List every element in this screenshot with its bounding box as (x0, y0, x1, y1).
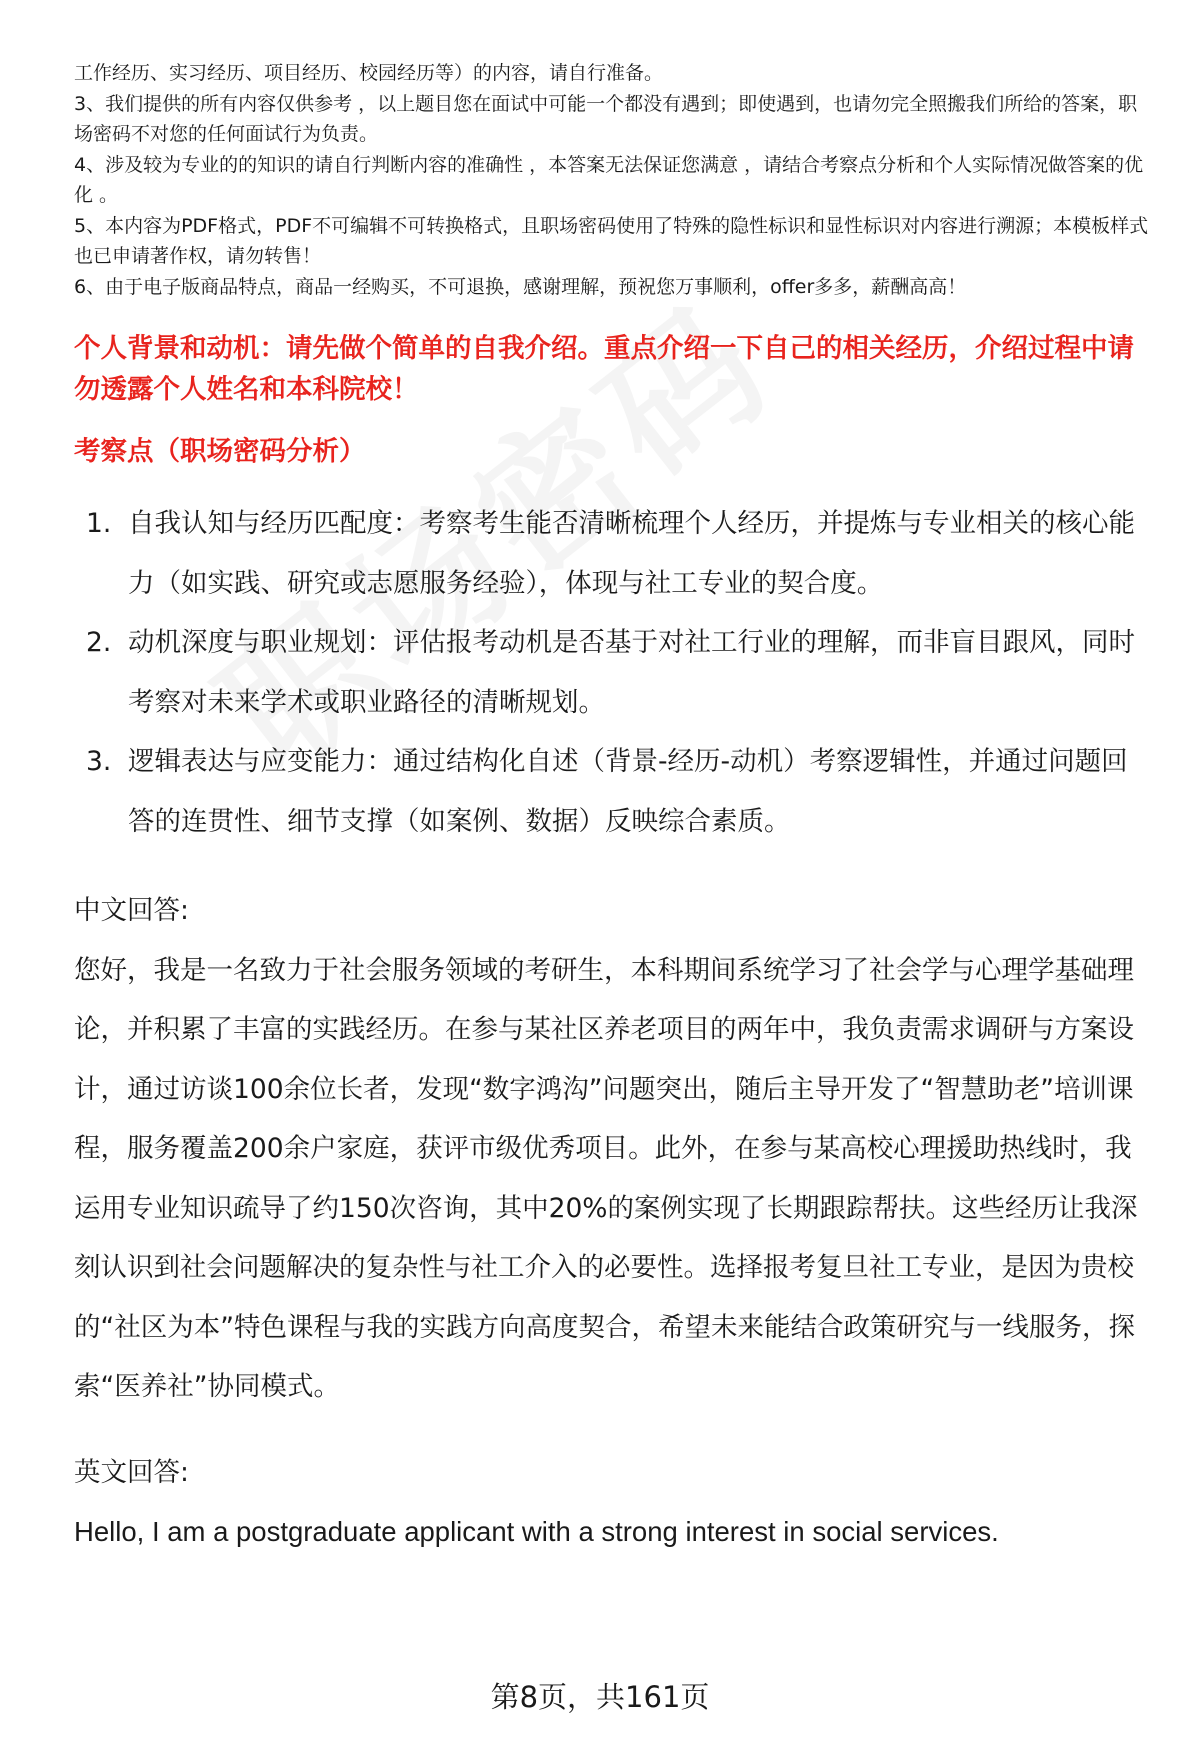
note-line: 3、我们提供的所有内容仅供参考 ，以上题目您在面试中可能一个都没有遇到；即使遇到，也请勿完全照搬我们所给的答案，职场密码不对您的任何面试行为负责。 (74, 92, 1138, 145)
chinese-answer-text: 您好，我是一名致力于社会服务领域的考研生，本科期间系统学习了社会学与心理学基础理论，并积累了丰富的实践经历。在参与某社区养老项目的两年中，我负责需求调研与方案设计，通过访谈100余位长者，发现“数字鸿沟”问题突出，随后主导开发了“智慧助老”培训课程，服务覆盖200余户家庭，获评市级优秀项目。此外，在参与某高校心理援助热线时，我运用专业知识疏导了约150次咨询，其中20%的案例实现了长期跟踪帮扶。这些经历让我深刻认识到社会问题解决的复杂性与社工介入的必要性。选择报考复旦社工专业，是因为贵校的“社区为本”特色课程与我的实践方向高度契合，希望未来能结合政策研究与一线服务，探索“医养社”协同模式。 (74, 954, 1138, 1402)
analysis-points (74, 494, 1154, 851)
point-text: 动机深度与职业规划：评估报考动机是否基于对社工行业的理解，而非盲目跟风，同时考察对未来学术或职业路径的清晰规划。 (128, 627, 1135, 718)
english-answer-text: Hello, I am a postgraduate applicant with a strong interest in social services. (74, 1516, 999, 1547)
english-answer-label: 英文回答: (74, 1456, 189, 1488)
question-title: 个人背景和动机：请先做个简单的自我介绍。重点介绍一下自己的相关经历，介绍过程中请勿透露个人姓名和本科院校！ (74, 333, 1134, 405)
page-number: 第8页，共161页 (490, 1680, 710, 1714)
point-number: 3. (86, 746, 112, 777)
document-page (74, 58, 1154, 1562)
chinese-answer-label: 中文回答: (74, 895, 189, 926)
point-text: 逻辑表达与应变能力：通过结构化自述（背景-经历-动机）考察逻辑性，并通过问题回答的连贯性、细节支撑（如案例、数据）反映综合素质。 (128, 746, 1128, 837)
analysis-point (74, 732, 1154, 851)
note-line: 5、本内容为PDF格式，PDF不可编辑不可转换格式，且职场密码使用了特殊的隐性标识和显性标识对内容进行溯源；本模板样式也已申请著作权，请勿转售！ (74, 214, 1149, 267)
point-number: 1. (86, 508, 112, 539)
analysis-point (74, 494, 1154, 613)
point-number: 2. (86, 627, 112, 658)
notes-section (74, 58, 1154, 302)
note-line: 4、涉及较为专业的的知识的请自行判断内容的准确性 ，本答案无法保证您满意 ，请结合考察点分析和个人实际情况做答案的优化 。 (74, 153, 1144, 206)
point-text: 自我认知与经历匹配度：考察考生能否清晰梳理个人经历，并提炼与专业相关的核心能力（如实践、研究或志愿服务经验），体现与社工专业的契合度。 (128, 508, 1135, 599)
analysis-point (74, 613, 1154, 732)
note-line: 工作经历、实习经历、项目经历、校园经历等）的内容，请自行准备。 (74, 62, 664, 84)
note-line: 6、由于电子版商品特点，商品一经购买，不可退换，感谢理解，预祝您万事顺利，offer多多，薪酬高高！ (74, 275, 967, 298)
analysis-heading: 考察点（职场密码分析） (74, 436, 366, 467)
